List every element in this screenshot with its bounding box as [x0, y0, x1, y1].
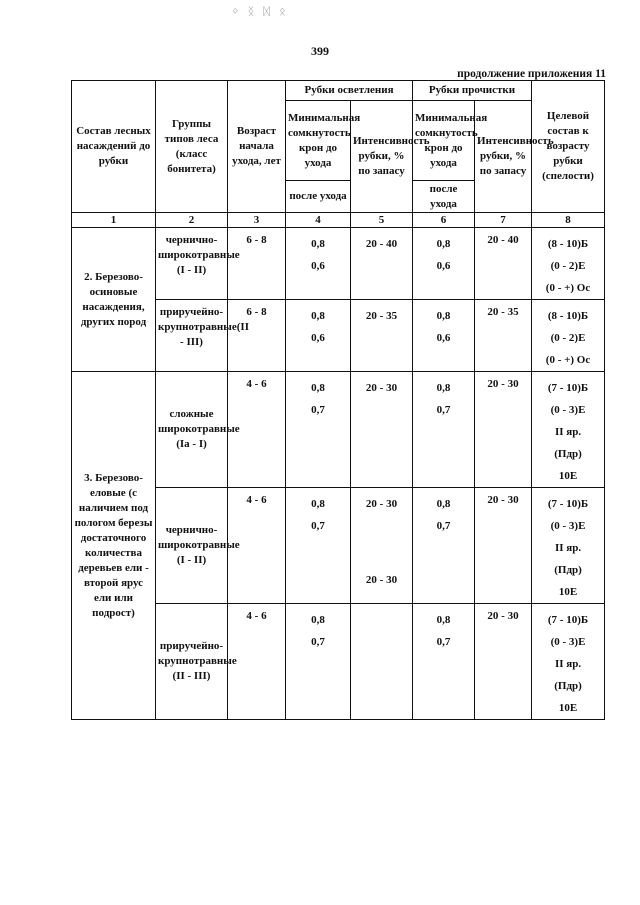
column-number: 8	[532, 213, 605, 228]
cell-forest-type: сложные широкотравные (Iа - I)	[156, 372, 228, 488]
cell-forest-type: чернично-широкотравные (I - II)	[156, 488, 228, 604]
cell-light-intensity	[351, 300, 413, 372]
column-number: 3	[228, 213, 286, 228]
cell-thin-intensity: 20 - 30	[475, 488, 532, 604]
cell-target-composition-line: II яр.	[554, 426, 582, 438]
cell-target-composition-line: (0 - 3)Е	[550, 404, 586, 416]
cell-light-density-line: 0,8	[311, 614, 325, 626]
cell-thin-density	[413, 372, 475, 488]
cell-target-composition	[532, 228, 605, 300]
table-row	[72, 372, 605, 488]
cell-age: 6 - 8	[228, 300, 286, 372]
cell-light-density-line: 0,7	[311, 520, 325, 532]
column-number: 5	[351, 213, 413, 228]
column-number: 2	[156, 213, 228, 228]
cell-light-intensity	[351, 488, 413, 604]
column-number: 7	[475, 213, 532, 228]
cell-thin-density-line: 0,8	[436, 614, 451, 626]
cell-target-composition-line: (7 - 10)Б	[547, 382, 589, 394]
cell-light-density	[286, 604, 351, 720]
cell-age: 6 - 8	[228, 228, 286, 300]
cell-thin-density	[413, 604, 475, 720]
cell-light-density-line: 0,8	[311, 382, 325, 394]
header-thin-min-density: Минимальная сомкнутость крон до ухода	[413, 101, 475, 181]
header-light-intensity: Интенсивность рубки, % по запасу	[351, 101, 413, 213]
cell-target-composition-line: (7 - 10)Б	[547, 614, 589, 626]
cell-light-density	[286, 372, 351, 488]
header-light-min-density: Минимальная сомкнутость крон до ухода	[286, 101, 351, 181]
cell-age: 4 - 6	[228, 372, 286, 488]
cell-target-composition-line: II яр.	[554, 542, 582, 554]
cell-target-composition-line: 10Е	[558, 702, 578, 714]
cell-light-density-line: 0,8	[311, 310, 325, 322]
cell-target-composition-line: (0 - 3)Е	[550, 520, 586, 532]
cell-thin-density	[413, 300, 475, 372]
cell-light-density	[286, 488, 351, 604]
cell-target-composition-line: (0 - 2)Е	[550, 332, 586, 344]
cell-target-composition-line: (8 - 10)Б	[547, 310, 589, 322]
cell-target-composition-line: (Пдр)	[554, 680, 582, 692]
cell-light-intensity-line: 20 - 30	[365, 574, 398, 586]
forest-care-table	[71, 80, 605, 720]
header-thin-intensity: Интенсивность рубки, % по запасу	[475, 101, 532, 213]
cell-thin-intensity: 20 - 40	[475, 228, 532, 300]
header-composition: Состав лесных насаждений до рубки	[72, 81, 156, 213]
cell-thin-density-line: 0,7	[436, 404, 451, 416]
cell-forest-type: приручейно-крупнотравные (II - III)	[156, 604, 228, 720]
cell-light-density-line: 0,6	[311, 260, 325, 272]
cell-light-intensity-line: 20 - 30	[365, 498, 398, 510]
column-numbers-row	[72, 213, 605, 228]
column-number: 1	[72, 213, 156, 228]
cell-light-density	[286, 300, 351, 372]
cell-thin-intensity: 20 - 30	[475, 604, 532, 720]
cell-target-composition	[532, 488, 605, 604]
cell-thin-intensity: 20 - 30	[475, 372, 532, 488]
cell-thin-density	[413, 228, 475, 300]
cell-light-intensity	[351, 372, 413, 488]
cell-target-composition-line: (0 - 2)Е	[550, 260, 586, 272]
header-target-composition: Целевой состав к возрасту рубки (спелости)	[532, 81, 605, 213]
cell-thin-density-line: 0,7	[436, 636, 451, 648]
cell-target-composition	[532, 300, 605, 372]
cell-light-intensity-line: 20 - 35	[365, 310, 398, 322]
table-row	[72, 228, 605, 300]
cell-target-composition-line: (7 - 10)Б	[547, 498, 589, 510]
cell-thin-density-line: 0,8	[436, 498, 451, 510]
cell-thin-density-line: 0,8	[436, 382, 451, 394]
cell-target-composition-line: (Пдр)	[554, 448, 582, 460]
cell-forest-type: чернично-широкотравные (I - II)	[156, 228, 228, 300]
cell-target-composition	[532, 604, 605, 720]
header-group-light-cutting: Рубки осветления	[286, 81, 413, 101]
cell-light-density-line: 0,8	[311, 238, 325, 250]
continuation-label: продолжение приложения 11	[457, 68, 606, 80]
cell-thin-density-line: 0,6	[436, 332, 451, 344]
cell-thin-intensity: 20 - 35	[475, 300, 532, 372]
cell-light-density-line: 0,6	[311, 332, 325, 344]
cell-thin-density	[413, 488, 475, 604]
cell-target-composition-line: (0 - +) Ос	[545, 282, 591, 294]
cell-forest-type: приручейно-крупнотравные(II - III)	[156, 300, 228, 372]
cell-age: 4 - 6	[228, 604, 286, 720]
cell-light-density-line: 0,7	[311, 636, 325, 648]
cell-light-intensity	[351, 604, 413, 720]
cell-target-composition-line: (Пдр)	[554, 564, 582, 576]
cell-composition: 2. Березово-осиновые насаждения, других пород	[72, 228, 156, 372]
header-thin-after-care: после ухода	[413, 181, 475, 213]
cell-thin-density-line: 0,8	[436, 238, 451, 250]
column-number: 4	[286, 213, 351, 228]
column-number: 6	[413, 213, 475, 228]
header-group-thinning: Рубки прочистки	[413, 81, 532, 101]
cell-target-composition-line: (8 - 10)Б	[547, 238, 589, 250]
cell-age: 4 - 6	[228, 488, 286, 604]
cell-thin-density-line: 0,6	[436, 260, 451, 272]
cell-target-composition-line: II яр.	[554, 658, 582, 670]
cell-target-composition-line: 10Е	[558, 586, 578, 598]
cell-thin-density-line: 0,7	[436, 520, 451, 532]
page-number: 399	[311, 44, 329, 58]
header-forest-types: Группы типов леса (класс бонитета)	[156, 81, 228, 213]
header-light-after-care: после ухода	[286, 181, 351, 213]
cell-light-intensity-line: 20 - 40	[365, 238, 398, 250]
cell-target-composition-line: 10Е	[558, 470, 578, 482]
cell-light-intensity	[351, 228, 413, 300]
cell-composition: 3. Березово-еловые (с наличием под пологом березы достаточного количества деревьев ели - второй ярус ели или подрост)	[72, 372, 156, 720]
cell-thin-density-line: 0,8	[436, 310, 451, 322]
cell-target-composition-line: (0 - 3)Е	[550, 636, 586, 648]
cell-light-intensity-line: 20 - 30	[365, 382, 398, 394]
cell-light-density	[286, 228, 351, 300]
cell-target-composition	[532, 372, 605, 488]
cell-light-density-line: 0,8	[311, 498, 325, 510]
header-start-age: Возраст начала ухода, лет	[228, 81, 286, 213]
page-stamp: ᛜ ᛝ ᛞ ᛟ	[232, 6, 289, 18]
cell-light-density-line: 0,7	[311, 404, 325, 416]
cell-target-composition-line: (0 - +) Ос	[545, 354, 591, 366]
